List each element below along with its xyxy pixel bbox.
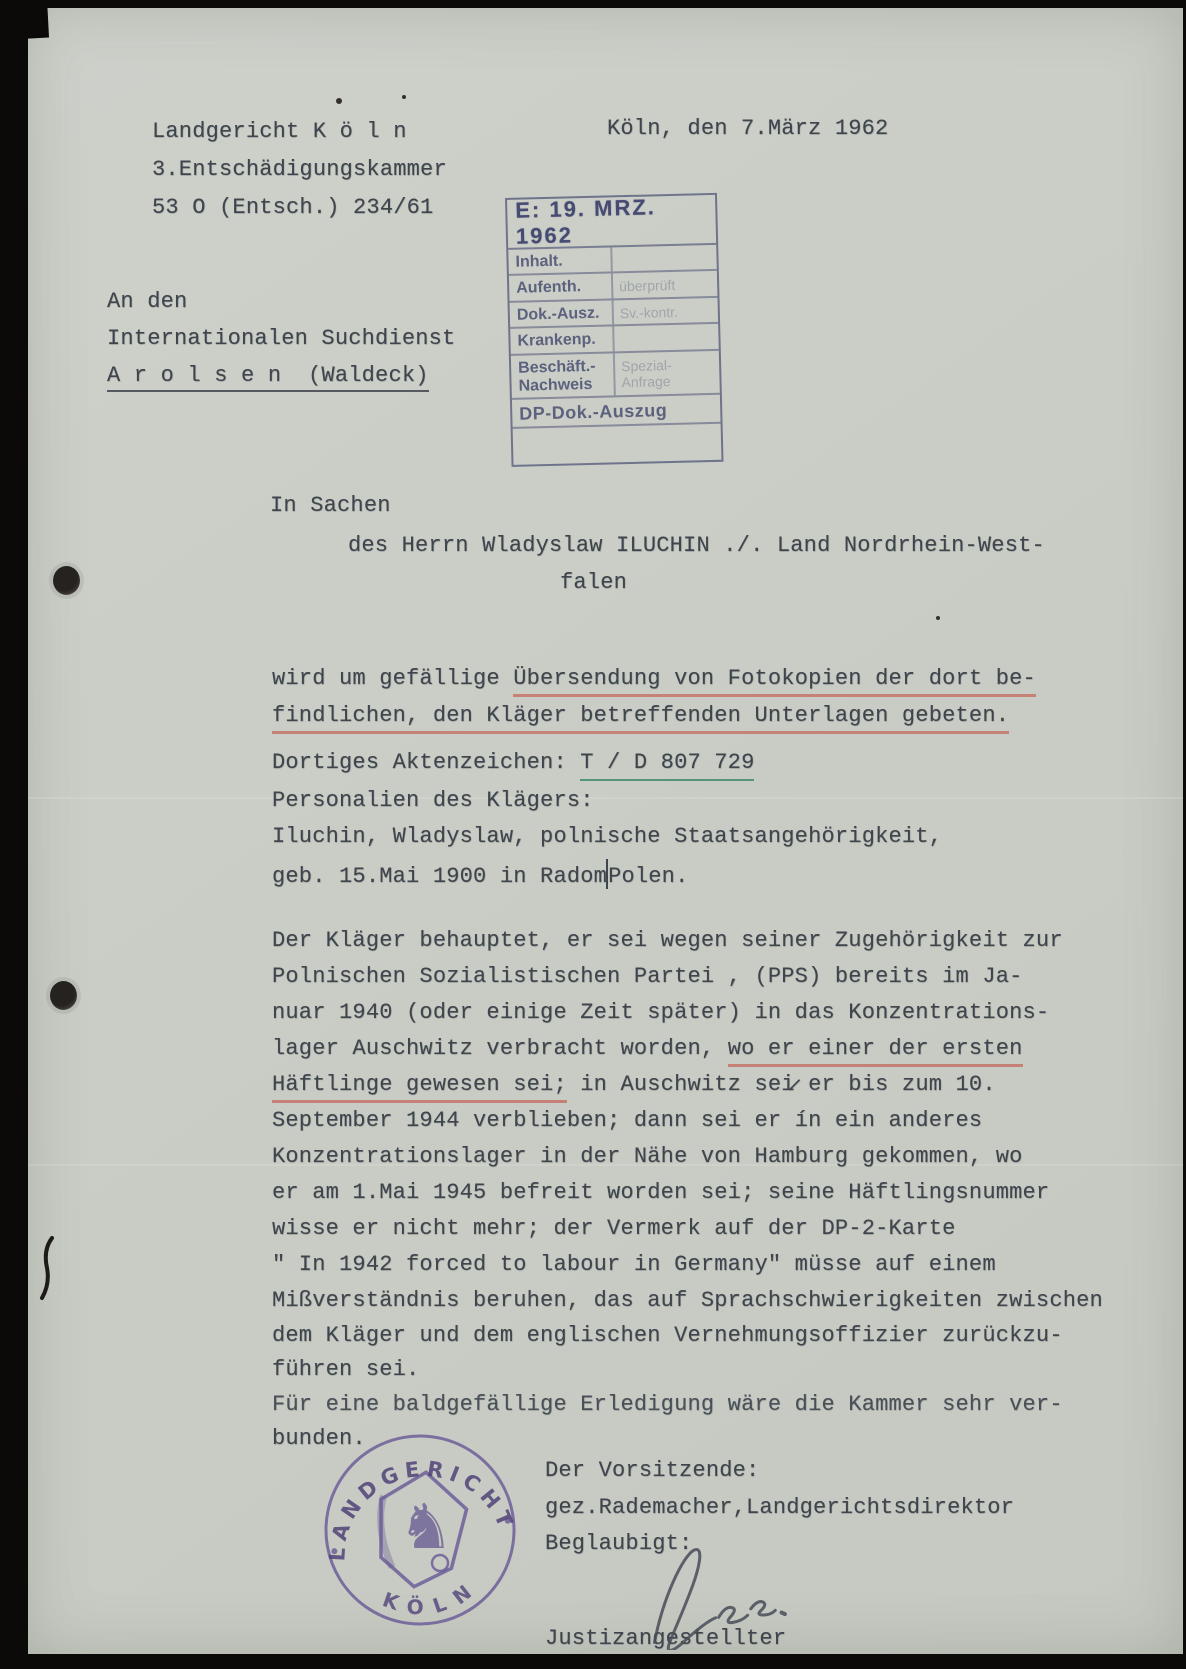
closing-certified: Beglaubigt:: [545, 1531, 693, 1556]
red-underlined-text: Häftlinge gewesen sei;: [272, 1072, 567, 1103]
court-seal-stamp: [318, 1428, 522, 1632]
request-line-2: [272, 703, 1009, 728]
personalien-heading: Personalien des Klägers:: [272, 788, 594, 813]
punch-hole: [50, 981, 77, 1010]
body-line: September 1944 verblieben; dann sei er ín ein anderes: [272, 1108, 983, 1133]
paper-crease: [28, 797, 1183, 799]
personalien-line-1: Iluchin, Wladyslaw, polnische Staatsangehörigkeit,: [272, 824, 943, 849]
body-line: führen sei.: [272, 1357, 420, 1382]
red-underlined-text: findlichen, den Kläger betreffenden Unterlagen gebeten.: [272, 703, 1009, 734]
personalien-line-2: geb. 15.Mai 1900 in RadomPolen.: [272, 859, 688, 889]
registry-stamp: [505, 193, 724, 467]
body-line: Polnischen Sozialistischen Partei , (PPS) bereits im Ja-: [272, 964, 1023, 989]
body-line: dem Kläger und dem englischen Vernehmungsoffizier zurückzu-: [272, 1323, 1063, 1348]
ink-speck: [402, 95, 406, 99]
body-line: er am 1.Mai 1945 befreit worden sei; seine Häftlingsnummer: [272, 1180, 1050, 1205]
party-line: des Herrn Wladyslaw ILUCHIN ./. Land Nordrhein-West-: [348, 533, 1045, 558]
party-line-carryover: falen: [560, 570, 628, 595]
in-sachen: In Sachen: [270, 493, 391, 518]
stamp-row: Dok.-Ausz. Sv.-kontr.: [510, 298, 719, 329]
seal-text-top: LANDGERICHT: [325, 1456, 520, 1562]
seal-flag-fold: [375, 1496, 396, 1568]
case-number: 53 O (Entsch.) 234/61: [152, 195, 434, 220]
body-line: Häftlinge gewesen sei; in Auschwitz sei̷ er bis zum 10.: [272, 1072, 996, 1097]
scan-corner-shadow: [0, 0, 49, 40]
file-reference-line: Dortiges Aktenzeichen: T / D 807 729: [272, 750, 754, 775]
body-line: Mißverständnis beruhen, das auf Sprachschwierigkeiten zwischen: [272, 1288, 1103, 1313]
body-line: Für eine baldgefällige Erledigung wäre die Kammer sehr ver-: [272, 1392, 1063, 1417]
pen-mark: [36, 1236, 62, 1302]
dateline: Köln, den 7.März 1962: [607, 116, 889, 141]
closing-signed-by: gez.Rademacher,Landgerichtsdirektor: [545, 1495, 1015, 1520]
court-name: Landgericht K ö l n: [152, 119, 407, 144]
court-chamber: 3.Entschädigungskammer: [152, 157, 447, 182]
ink-speck: [936, 616, 940, 620]
body-line: " In 1942 forced to labour in Germany" müsse auf einem: [272, 1252, 996, 1277]
red-underlined-text: Übersendung von Fotokopien der dort be-: [513, 666, 1036, 697]
stamp-row: Aufenth. überprüft: [509, 271, 718, 302]
seal-horse-emblem: ♞: [398, 1490, 454, 1563]
stamp-footer-row: DP-Dok.-Auszug: [512, 395, 721, 429]
address-line-3: A r o l s e n (Waldeck): [107, 363, 429, 388]
punch-hole: [53, 566, 80, 595]
body-line: bunden.: [272, 1426, 366, 1451]
stamp-row: Inhalt.: [508, 245, 717, 276]
address-line-2: Internationalen Suchdienst: [107, 326, 456, 351]
signer-role: Justizangestellter: [545, 1626, 787, 1651]
file-number: T / D 807 729: [580, 750, 754, 781]
ink-speck: [336, 98, 342, 104]
request-line-1: wird um gefällige Übersendung von Fotokopien der dort be-: [272, 666, 1036, 691]
stamp-row: Krankenp.: [510, 324, 719, 355]
seal-text-bottom: KÖLN: [379, 1572, 486, 1620]
closing-title: Der Vorsitzende:: [545, 1458, 760, 1483]
stamp-empty-row: [513, 424, 722, 465]
stamp-row: Beschäft.- Nachweis Spezial- Anfrage: [511, 350, 720, 400]
body-line: wisse er nicht mehr; der Vermerk auf der DP-2-Karte: [272, 1216, 956, 1241]
body-line: nuar 1940 (oder einige Zeit später) in das Konzentrations-: [272, 1000, 1050, 1025]
body-line: lager Auschwitz verbracht worden, wo er einer der ersten: [272, 1036, 1023, 1061]
red-underlined-text: wo er einer der ersten: [728, 1036, 1023, 1067]
handwritten-signature: [600, 1535, 810, 1650]
body-line: Der Kläger behauptet, er sei wegen seiner Zugehörigkeit zur: [272, 928, 1063, 953]
address-line-1: An den: [107, 289, 188, 314]
body-line: Konzentrationslager in der Nähe von Hamburg gekommen, wo: [272, 1144, 1023, 1169]
stamp-date: E: 19. MRZ. 1962: [507, 195, 716, 250]
